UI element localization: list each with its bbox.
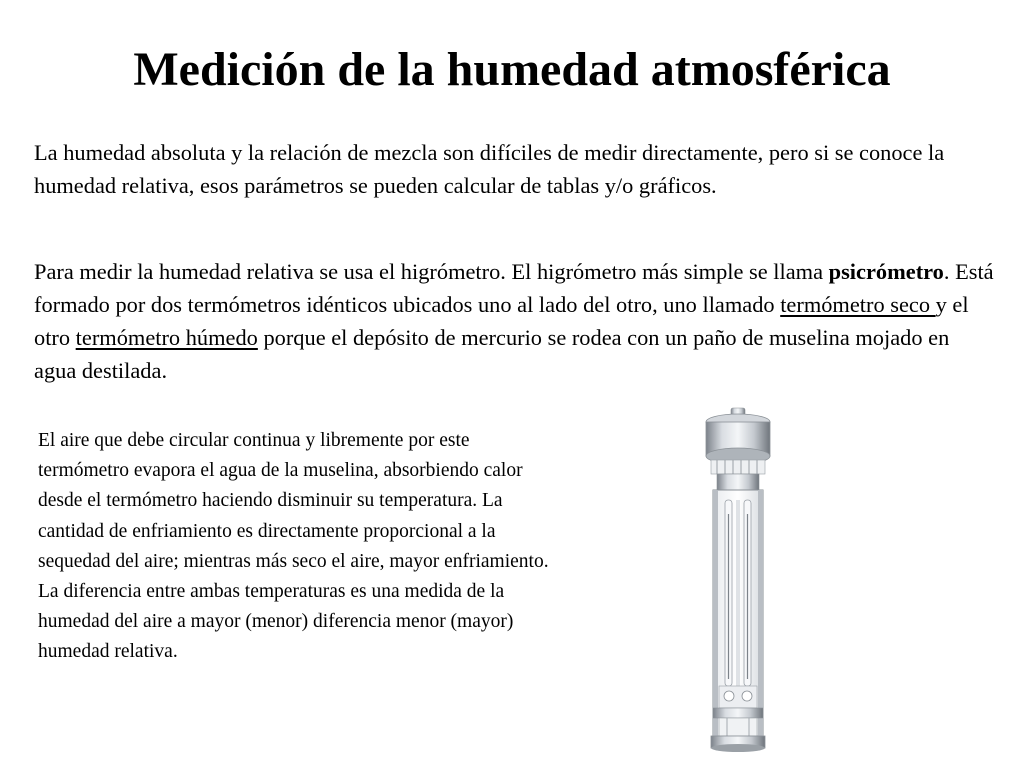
hygrometer-text-3: y el otro: [34, 292, 969, 350]
hygrometer-paragraph: [34, 255, 994, 387]
intro-paragraph: La humedad absoluta y la relación de mezcla son difíciles de medir directamente, pero si se conoce la humedad relativa, esos parámetros se pueden calcular de tablas y/o gráficos.: [34, 140, 945, 198]
evaporation-paragraph: El aire que debe circular continua y libremente por este termómetro evapora el agua de la muselina, absorbiendo calor desde el termómetro haciendo disminuir su temperatura. La cantidad de enfriamiento es directamente proporcional a la sequedad del aire; mientras más seco el aire, mayor enfriamiento. La diferencia entre ambas temperaturas es una medida de la humedad del aire a mayor (menor) diferencia menor (mayor) humedad relativa.: [38, 430, 549, 663]
hygrometer-text-4: porque el depósito de mercurio se rodea con un paño de muselina mojado en agua destilada.: [34, 325, 950, 383]
hygrometer-text-2: . Está formado por dos termómetros idénticos ubicados uno al lado del otro, uno llamado: [34, 259, 994, 317]
psychrometer-image: [683, 404, 793, 766]
psychrometer-term: psicrómetro: [828, 259, 944, 284]
wet-thermometer-term: termómetro húmedo: [75, 325, 258, 350]
dry-thermometer-term: termómetro seco: [780, 292, 936, 317]
psychrometer-illustration: [683, 404, 793, 766]
hygrometer-text-1: Para medir la humedad relativa se usa el higrómetro. El higrómetro más simple se llama: [34, 259, 829, 284]
slide-title: Medición de la humedad atmosférica: [133, 43, 891, 96]
